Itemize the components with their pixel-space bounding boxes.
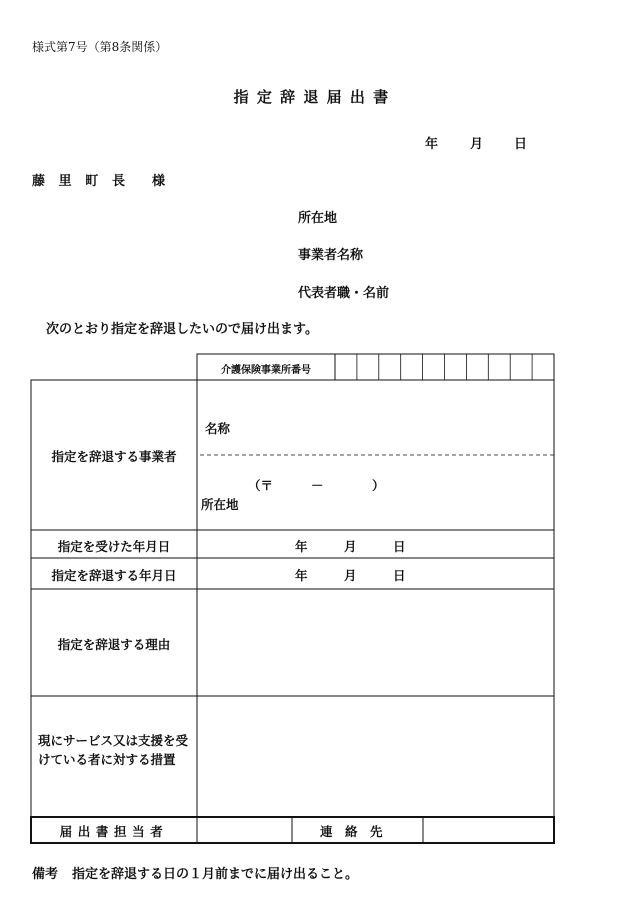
remark-label: 備考: [32, 867, 59, 882]
date-day-label: 日: [514, 137, 528, 152]
withdrawal-date-label: 指定を辞退する年月日: [51, 568, 177, 583]
remark-text: 指定を辞退する日の１月前までに届け出ること。: [72, 867, 359, 882]
recipient: 藤里町長: [32, 174, 139, 189]
designated-date-month: 月: [344, 539, 357, 554]
form-number: 様式第7号（第8条関係）: [32, 40, 168, 54]
applicant-address-label: 所在地: [298, 211, 338, 226]
designated-date-day: 日: [393, 539, 406, 554]
withdrawal-date-day: 日: [393, 568, 406, 583]
postal-code-open: （〒: [248, 478, 274, 493]
contact-person-label: 届出書担当者: [59, 824, 169, 839]
applicant-company-label: 事業者名称: [298, 248, 364, 263]
office-number-digit-separators: [357, 354, 532, 380]
document-title: 指定辞退届出書: [233, 88, 397, 106]
date-month-label: 月: [470, 137, 484, 152]
withdrawal-reason-label: 指定を辞退する理由: [57, 637, 171, 652]
withdrawing-operator-label: 指定を辞退する事業者: [51, 449, 177, 464]
postal-code-close: ）: [372, 478, 385, 493]
office-number-label: 介護保険事業所番号: [221, 365, 311, 376]
operator-address-label: 所在地: [201, 497, 239, 512]
withdrawal-date-year: 年: [295, 568, 308, 583]
designated-date-year: 年: [295, 539, 308, 554]
applicant-representative-label: 代表者職・名前: [298, 286, 390, 301]
contact-label: 連絡先: [319, 824, 395, 839]
measures-label: 現にサービス又は支援を受けている者に対する措置: [38, 733, 189, 767]
designated-date-label: 指定を受けた年月日: [57, 539, 171, 554]
date-year-label: 年: [425, 137, 439, 152]
recipient-honorific: 様: [152, 174, 166, 189]
operator-name-label: 名称: [205, 421, 231, 436]
postal-code-dash: －: [311, 478, 324, 493]
lead-text: 次のとおり指定を辞退したいので届け出ます。: [46, 322, 318, 337]
withdrawal-date-month: 月: [344, 568, 357, 583]
